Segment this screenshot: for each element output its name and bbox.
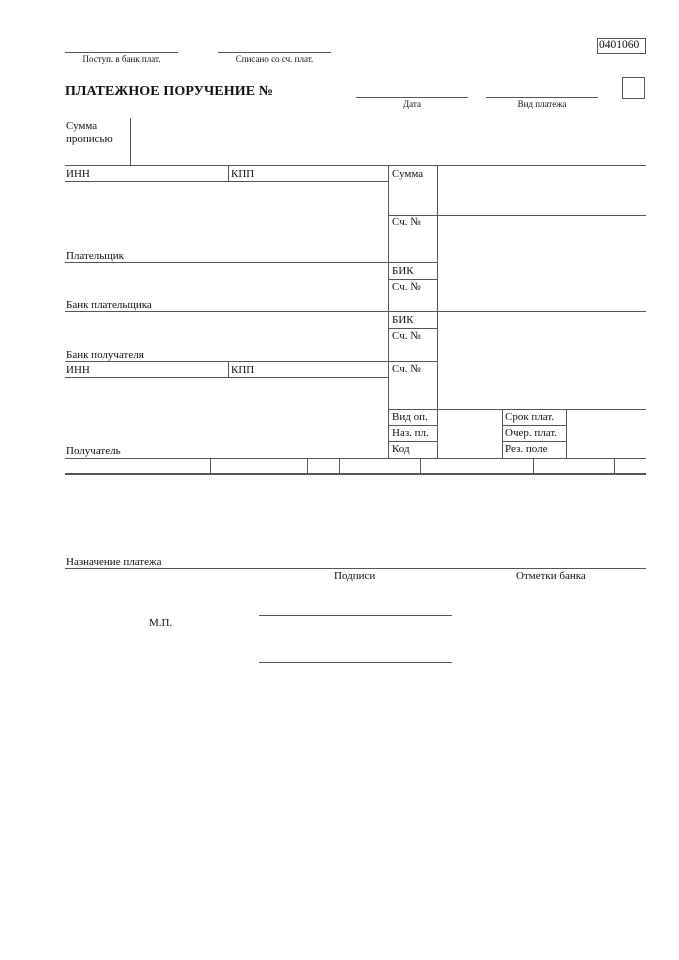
payer-kpp-label: КПП bbox=[231, 168, 255, 180]
row-line-payer-bank bbox=[65, 311, 646, 312]
row-line-payer-bik bbox=[388, 279, 437, 280]
row-line-1 bbox=[65, 165, 646, 166]
payee-account-field[interactable] bbox=[440, 363, 644, 407]
payer-bank-account-field[interactable] bbox=[440, 281, 644, 309]
payee-inn-label: ИНН bbox=[66, 364, 90, 376]
amount-words-label-1: Сумма bbox=[66, 120, 98, 132]
amount-words-divider bbox=[130, 118, 131, 165]
op-type-label: Вид оп. bbox=[392, 411, 428, 423]
form-code: 0401060 bbox=[599, 39, 640, 51]
payer-inn-field[interactable] bbox=[92, 167, 226, 180]
row-line-payee-bik bbox=[388, 328, 437, 329]
col-line-kpp-payer bbox=[228, 165, 229, 181]
col-line-labels-right bbox=[437, 165, 438, 458]
status-box[interactable] bbox=[622, 77, 645, 99]
purpose-line bbox=[65, 568, 646, 569]
tax-cell-1[interactable] bbox=[66, 459, 209, 472]
payer-bank-field[interactable] bbox=[66, 265, 386, 297]
payer-account-label: Сч. № bbox=[392, 216, 421, 228]
payee-bank-account-label: Сч. № bbox=[392, 330, 421, 342]
purpose-field[interactable] bbox=[66, 478, 644, 554]
debited-line bbox=[218, 52, 331, 53]
purpose-code-label: Наз. пл. bbox=[392, 427, 429, 439]
tax-cell-4[interactable] bbox=[340, 459, 419, 472]
payee-bank-bik-field[interactable] bbox=[440, 313, 644, 327]
signature-line-2[interactable] bbox=[259, 662, 452, 663]
op-type-field[interactable] bbox=[440, 411, 500, 425]
col-line-kpp-payee bbox=[228, 361, 229, 377]
payer-name-label: Плательщик bbox=[66, 250, 124, 262]
row-line-details-2b bbox=[502, 425, 566, 426]
payer-name-field[interactable] bbox=[66, 184, 386, 248]
signatures-label: Подписи bbox=[334, 570, 376, 582]
date-line bbox=[356, 97, 468, 98]
payer-kpp-field[interactable] bbox=[258, 167, 386, 180]
order-number-field[interactable] bbox=[272, 84, 350, 100]
payer-bank-label: Банк плательщика bbox=[66, 299, 152, 311]
payer-account-field[interactable] bbox=[440, 218, 644, 260]
payee-kpp-field[interactable] bbox=[258, 363, 386, 376]
signature-line-1[interactable] bbox=[259, 615, 452, 616]
amount-words-label-2: прописью bbox=[66, 133, 113, 145]
code-field[interactable] bbox=[440, 443, 500, 457]
col-line-labels-left bbox=[388, 165, 389, 458]
term-label: Срок плат. bbox=[505, 411, 555, 423]
payment-type-field[interactable] bbox=[486, 83, 598, 97]
purpose-label: Назначение платежа bbox=[66, 556, 162, 568]
tax-cell-5[interactable] bbox=[421, 459, 532, 472]
tax-cell-3[interactable] bbox=[308, 459, 338, 472]
received-label: Поступ. в банк плат. bbox=[82, 54, 161, 64]
tax-cell-2[interactable] bbox=[211, 459, 306, 472]
col-line-details-right bbox=[566, 409, 567, 458]
sum-label: Сумма bbox=[392, 168, 424, 180]
reserved-field[interactable] bbox=[568, 443, 644, 457]
code-label: Код bbox=[392, 443, 410, 455]
payer-bank-account-label: Сч. № bbox=[392, 281, 421, 293]
date-field[interactable] bbox=[356, 83, 468, 97]
payee-bank-label: Банк получателя bbox=[66, 349, 144, 361]
payee-account-label: Сч. № bbox=[392, 363, 421, 375]
payer-bank-bik-label: БИК bbox=[392, 265, 414, 277]
received-line bbox=[65, 52, 178, 53]
page-title: ПЛАТЕЖНОЕ ПОРУЧЕНИЕ № bbox=[65, 84, 273, 99]
payment-type-label: Вид платежа bbox=[517, 99, 567, 109]
row-line-details-2a bbox=[388, 425, 437, 426]
reserved-label: Рез. поле bbox=[505, 443, 548, 455]
debited-date-field[interactable] bbox=[218, 38, 331, 52]
debited-label: Списано со сч. плат. bbox=[235, 54, 314, 64]
payee-name-label: Получатель bbox=[66, 445, 121, 457]
row-line-inn-payee bbox=[65, 377, 388, 378]
payee-bank-bik-label: БИК bbox=[392, 314, 414, 326]
priority-field[interactable] bbox=[568, 427, 644, 441]
date-label: Дата bbox=[403, 99, 421, 109]
payee-kpp-label: КПП bbox=[231, 364, 255, 376]
purpose-code-field[interactable] bbox=[440, 427, 500, 441]
row-line-sum bbox=[437, 215, 646, 216]
row-line-tax bbox=[65, 473, 646, 475]
term-field[interactable] bbox=[568, 411, 644, 425]
col-line-details-left bbox=[502, 409, 503, 458]
payment-type-line bbox=[486, 97, 598, 98]
priority-label: Очер. плат. bbox=[505, 427, 558, 439]
payee-bank-field[interactable] bbox=[66, 314, 386, 346]
row-line-inn-payer bbox=[65, 181, 388, 182]
row-line-details bbox=[388, 409, 646, 410]
payee-bank-account-field[interactable] bbox=[440, 330, 644, 359]
row-line-details-3b bbox=[502, 441, 566, 442]
payer-bank-bik-field[interactable] bbox=[440, 264, 644, 278]
tax-cell-7[interactable] bbox=[615, 459, 646, 472]
payer-inn-label: ИНН bbox=[66, 168, 90, 180]
received-date-field[interactable] bbox=[65, 38, 178, 52]
row-line-details-3a bbox=[388, 441, 437, 442]
sum-field[interactable] bbox=[440, 168, 644, 212]
amount-words-field[interactable] bbox=[133, 120, 643, 162]
payee-inn-field[interactable] bbox=[92, 363, 226, 376]
payee-name-field[interactable] bbox=[66, 380, 386, 442]
stamp-label: М.П. bbox=[149, 617, 173, 629]
tax-cell-6[interactable] bbox=[534, 459, 613, 472]
bank-marks-label: Отметки банка bbox=[516, 570, 586, 582]
